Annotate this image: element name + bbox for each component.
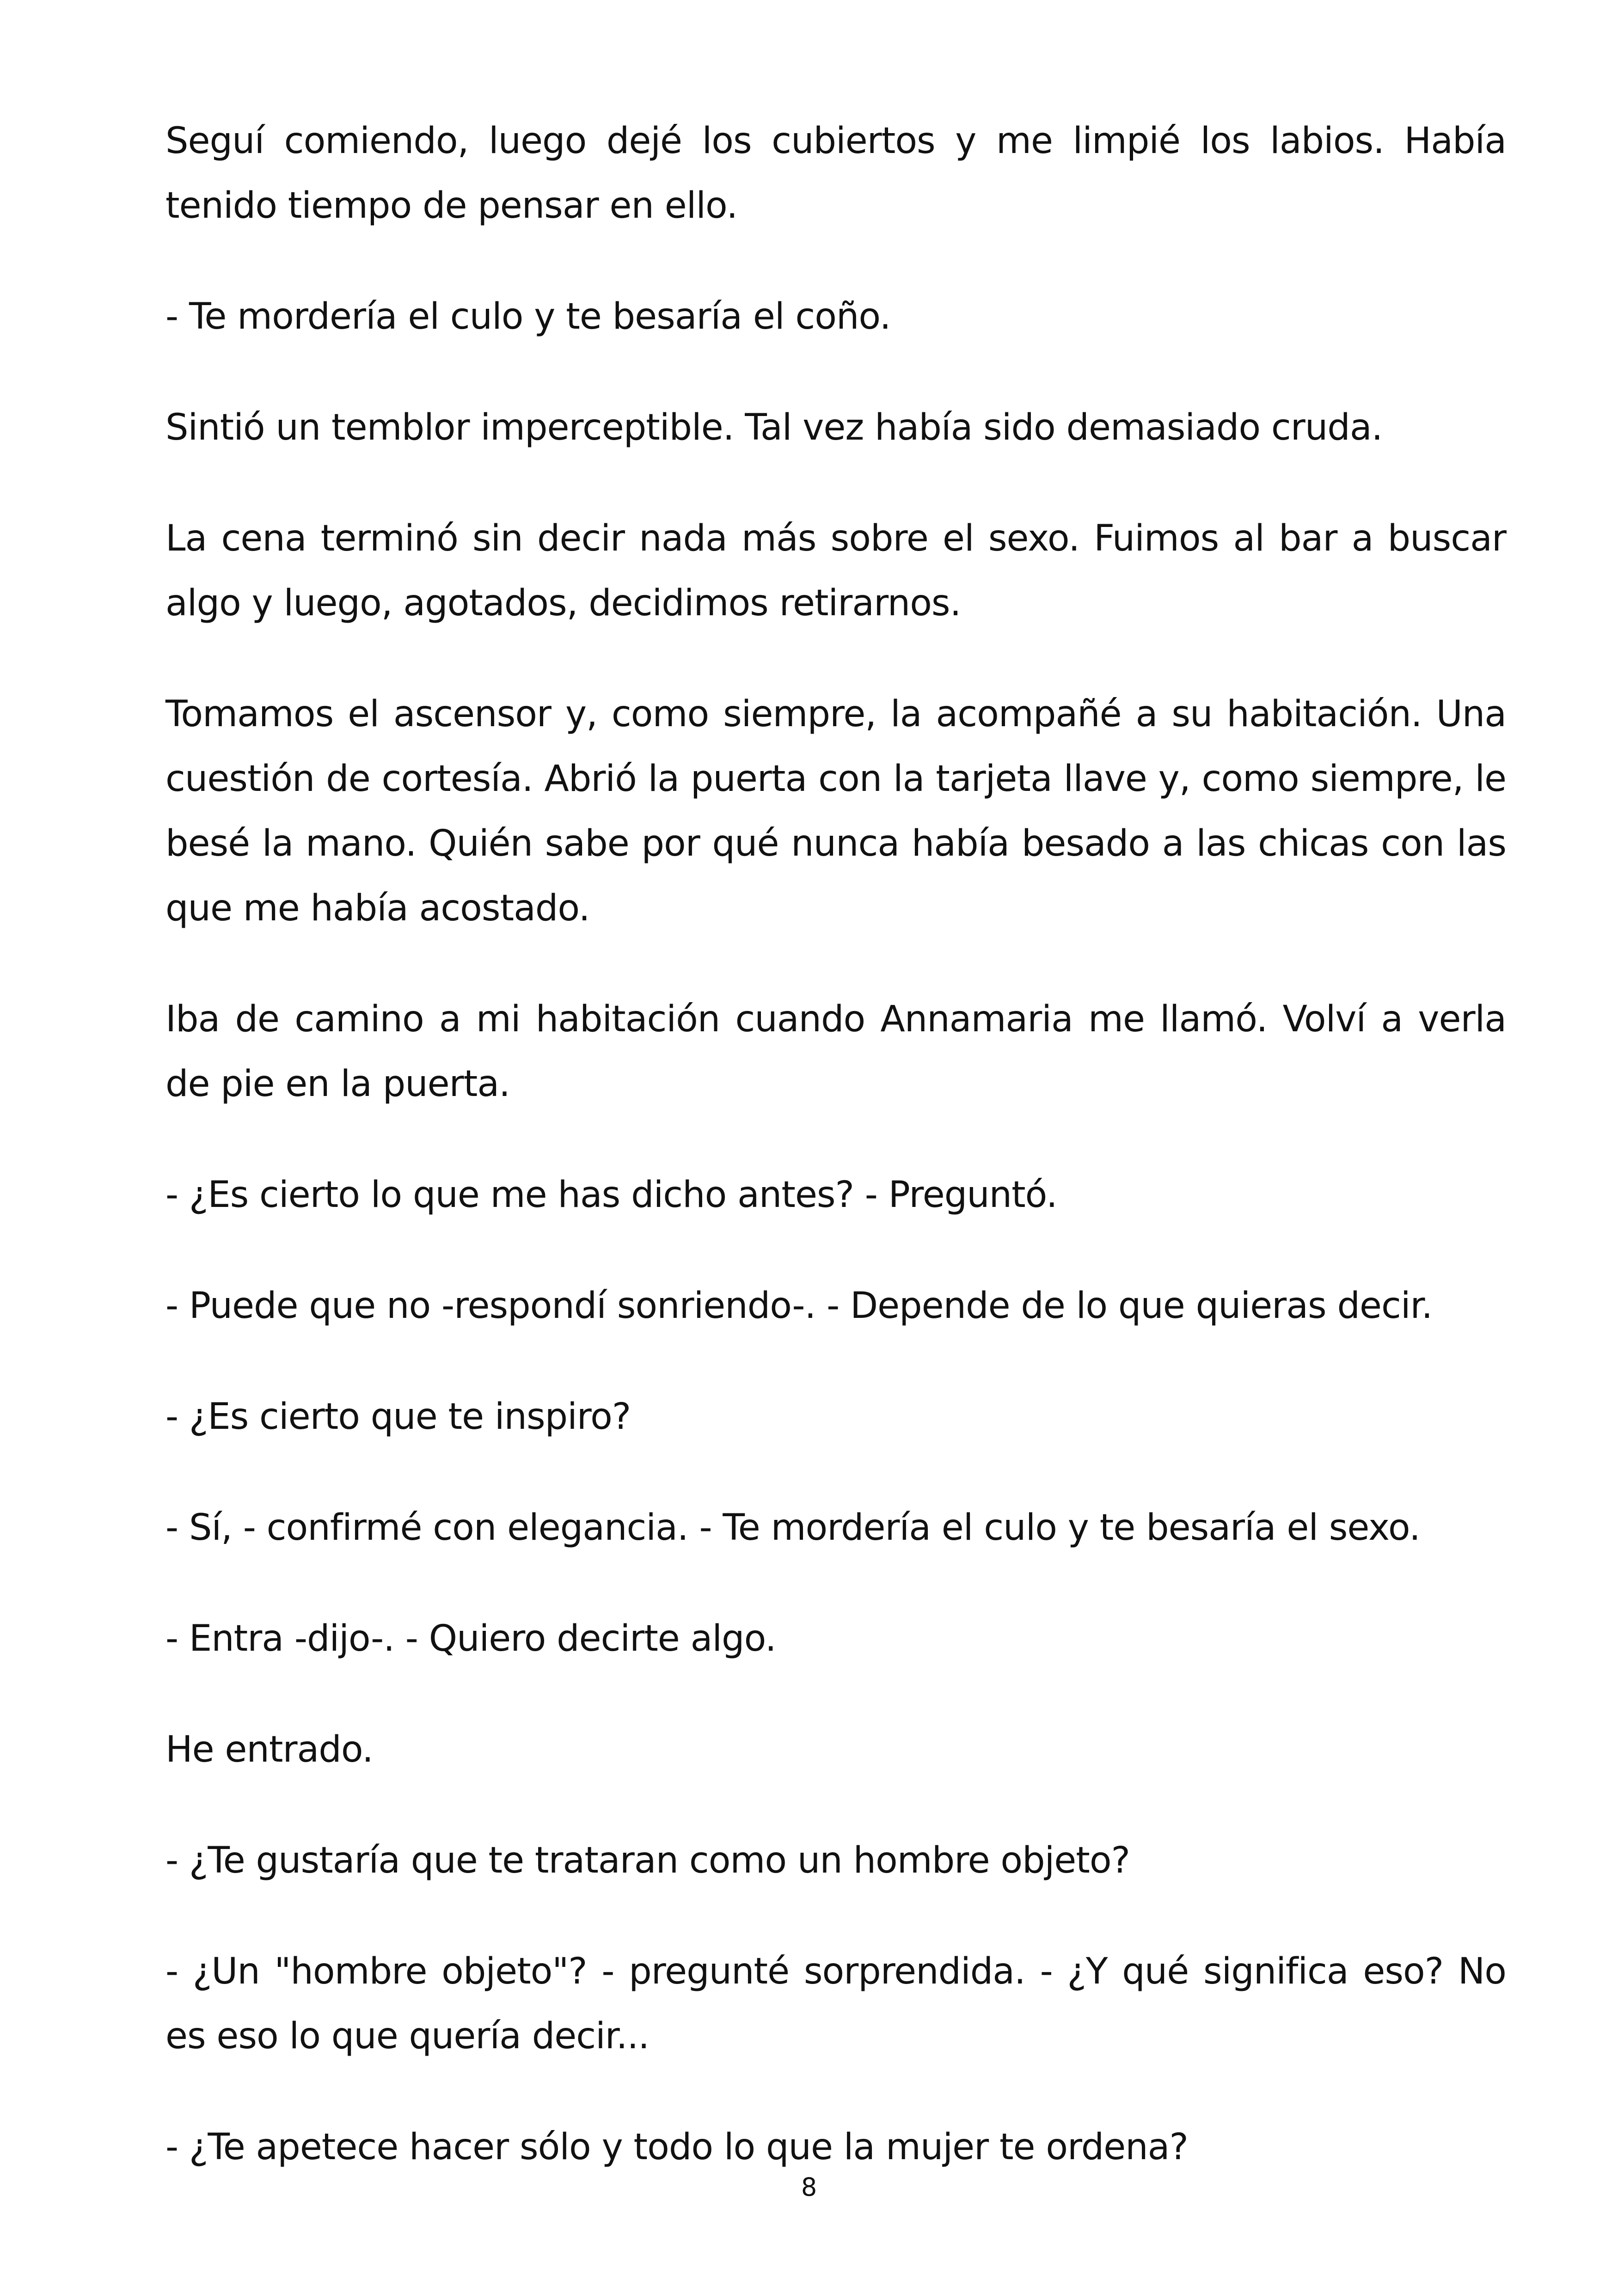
paragraph-3: Sintió un temblor imperceptible. Tal vez había sido demasiado cruda.	[165, 407, 1383, 448]
page-number: 8	[801, 2173, 817, 2202]
body-text	[165, 109, 1506, 2226]
paragraph-4: La cena terminó sin decir nada más sobre el sexo. Fuimos al bar a buscar algo y luego, agotados, decidimos retirarnos.	[165, 518, 1506, 624]
paragraph-6: Iba de camino a mi habitación cuando Annamaria me llamó. Volví a verla de pie en la puerta.	[165, 998, 1506, 1105]
paragraph-8: - Puede que no -respondí sonriendo-. - Depende de lo que quieras decir.	[165, 1285, 1433, 1327]
paragraph-11: - Entra -dijo-. - Quiero decirte algo.	[165, 1618, 776, 1659]
paragraph-9: - ¿Es cierto que te inspiro?	[165, 1396, 631, 1438]
paragraph-13: - ¿Te gustaría que te trataran como un hombre objeto?	[165, 1840, 1130, 1881]
paragraph-10: - Sí, - confirmé con elegancia. - Te mordería el culo y te besaría el sexo.	[165, 1507, 1420, 1549]
paragraph-1: Seguí comiendo, luego dejé los cubiertos y me limpié los labios. Había tenido tiempo de pensar en ello.	[165, 120, 1506, 227]
paragraph-15: - ¿Te apetece hacer sólo y todo lo que la mujer te ordena?	[165, 2126, 1188, 2168]
paragraph-5: Tomamos el ascensor y, como siempre, la acompañé a su habitación. Una cuestión de cortesía. Abrió la puerta con la tarjeta llave y, como siempre, le besé la mano. Quién sabe por qué nunca había besado a las chicas con las que me había acostado.	[165, 693, 1506, 929]
paragraph-14: - ¿Un "hombre objeto"? - pregunté sorprendida. - ¿Y qué significa eso? No es eso lo que quería decir...	[165, 1951, 1506, 2057]
paragraph-7: - ¿Es cierto lo que me has dicho antes? - Preguntó.	[165, 1174, 1057, 1216]
paragraph-2: - Te mordería el culo y te besaría el coño.	[165, 296, 891, 337]
paragraph-12: He entrado.	[165, 1729, 373, 1770]
